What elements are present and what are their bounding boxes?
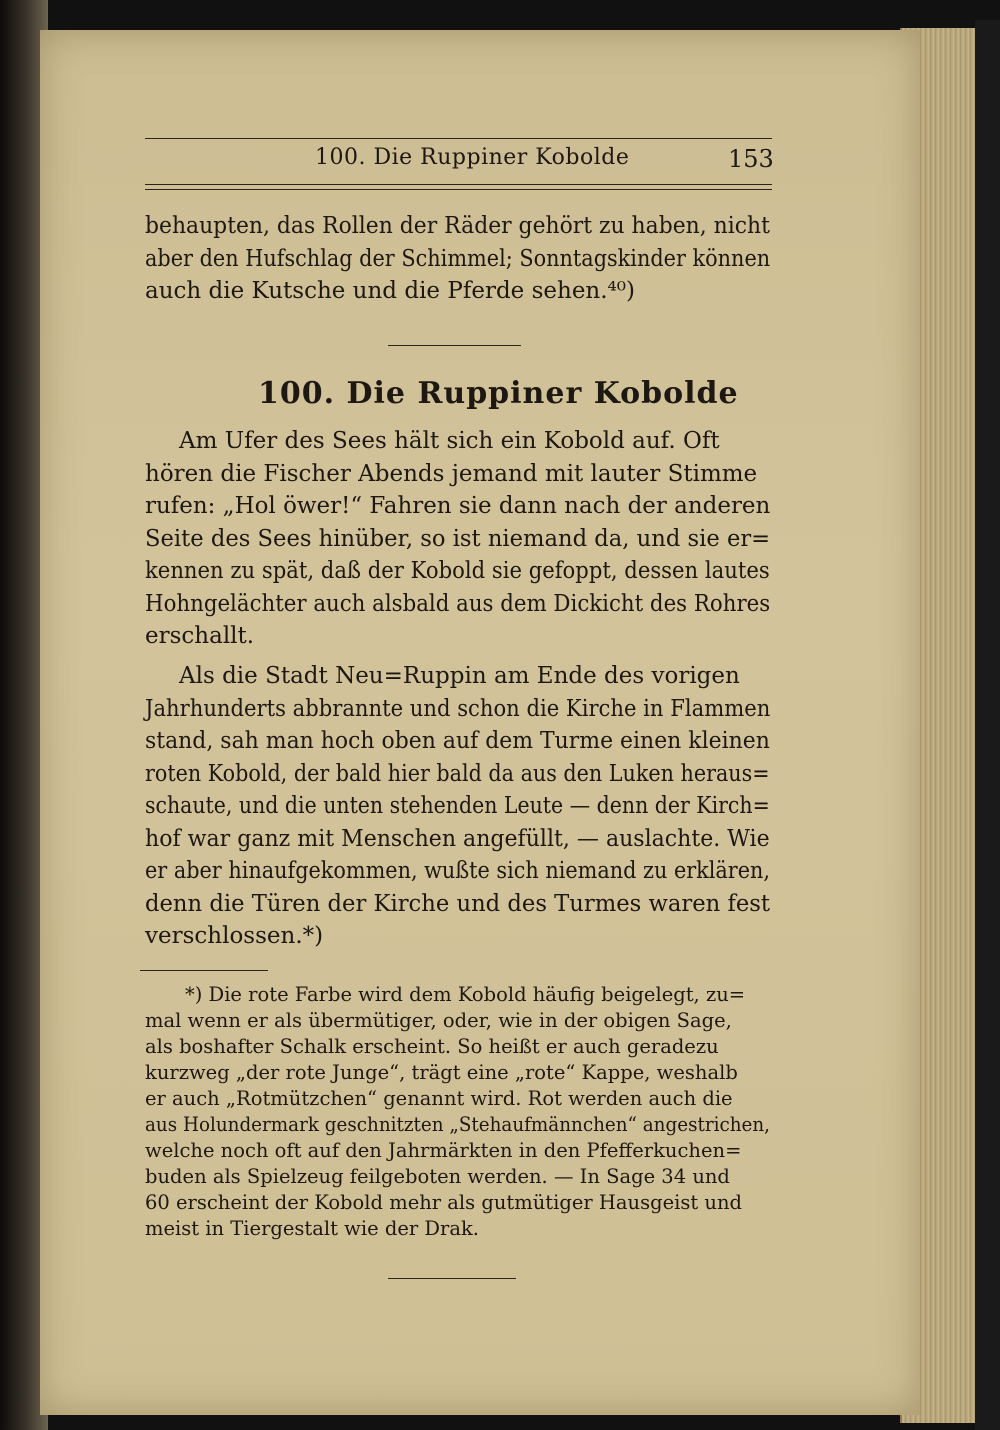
section-divider (388, 345, 521, 346)
footnote-line: meist in Tiergestalt wie der Drak. (145, 1217, 479, 1240)
footnote-line: aus Holundermark geschnitzten „Stehaufmännchen“ angestrichen, (145, 1113, 770, 1136)
footnote-line: 60 erscheint der Kobold mehr als gutmütiger Hausgeist und (145, 1191, 743, 1214)
header-rule-bottom-1 (145, 184, 772, 185)
text-line: er aber hinaufgekommen, wußte sich niemand zu erklären, (145, 858, 770, 884)
footnote-line: als boshafter Schalk erscheint. So heißt er auch geradezu (145, 1035, 719, 1058)
text-line: hören die Fischer Abends jemand mit lauter Stimme (145, 460, 758, 487)
text-line: denn die Türen der Kirche und des Turmes waren fest (145, 890, 771, 917)
page-number: 153 (728, 145, 774, 173)
running-title: 100. Die Ruppiner Kobolde (315, 145, 630, 170)
text-line: schaute, und die unten stehenden Leute — denn der Kirch= (145, 793, 770, 819)
footnote-line: buden als Spielzeug feilgeboten werden. — In Sage 34 und (145, 1165, 730, 1188)
paragraph-1 (145, 425, 770, 653)
text-line: behaupten, das Rollen der Räder gehört zu haben, nicht (145, 213, 770, 239)
text-line: Seite des Sees hinüber, so ist niemand da, und sie er= (145, 525, 771, 552)
text-line: Jahrhunderts abbrannte und schon die Kirche in Flammen (145, 695, 771, 722)
text-line: aber den Hufschlag der Schimmel; Sonntagskinder können (145, 245, 771, 272)
text-line: stand, sah man hoch oben auf dem Turme einen kleinen (145, 728, 770, 754)
footnote-line: *) Die rote Farbe wird dem Kobold häufig beigelegt, zu= (185, 983, 746, 1006)
header-rule-bottom-2 (145, 189, 772, 190)
text-line: hof war ganz mit Menschen angefüllt, — auslachte. Wie (145, 825, 770, 852)
footnote (145, 982, 770, 1242)
paragraph-2 (145, 660, 770, 953)
footnote-line: welche noch oft auf den Jahrmärkten in den Pfefferkuchen= (145, 1139, 742, 1162)
text-line: Hohngelächter auch alsbald aus dem Dickicht des Rohres (145, 590, 771, 617)
footnote-divider (140, 970, 268, 971)
footnote-line: kurzweg „der rote Junge“, trägt eine „rote“ Kappe, weshalb (145, 1061, 738, 1084)
end-divider (388, 1278, 516, 1279)
text-line: roten Kobold, der bald hier bald da aus den Luken heraus= (145, 760, 770, 787)
text-line: Als die Stadt Neu=Ruppin am Ende des vorigen (179, 663, 740, 689)
intro-paragraph (145, 210, 770, 308)
text-line: Am Ufer des Sees hält sich ein Kobold auf. Oft (179, 428, 720, 454)
text-line: erschallt. (145, 623, 255, 649)
book-page (40, 30, 920, 1415)
footnote-line: er auch „Rotmützchen“ genannt wird. Rot werden auch die (145, 1087, 733, 1110)
text-line: auch die Kutsche und die Pferde sehen.⁴⁰) (145, 278, 635, 304)
text-line: kennen zu spät, daß der Kobold sie gefoppt, dessen lautes (145, 558, 770, 584)
footnote-line: mal wenn er als übermütiger, oder, wie in der obigen Sage, (145, 1009, 732, 1032)
section-title: 100. Die Ruppiner Kobolde (258, 376, 739, 411)
header-rule-top (145, 138, 772, 139)
text-line: rufen: „Hol öwer!“ Fahren sie dann nach der anderen (145, 493, 771, 519)
text-line: verschlossen.*) (145, 923, 324, 949)
